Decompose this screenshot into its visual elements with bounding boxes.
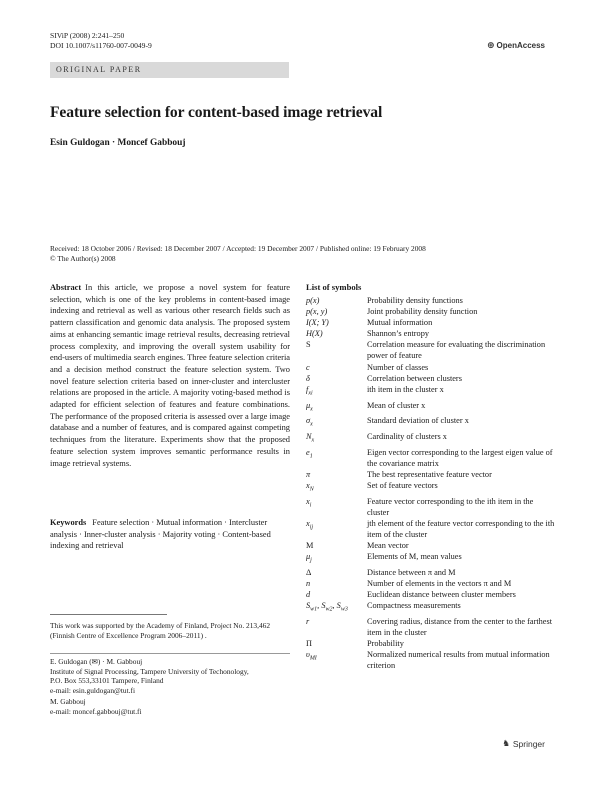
publication-dates [50, 244, 550, 264]
symbol-definition: The best representative feature vector [367, 469, 492, 479]
symbol-row [306, 567, 556, 578]
symbol-row [306, 373, 556, 384]
symbol-term: M [306, 541, 314, 551]
symbol-definition: Mean of cluster x [367, 400, 426, 410]
symbol-term: n [306, 579, 311, 589]
keywords-text: Feature selection · Mutual information · Intercluster analysis · Inner-cluster analysis · Majority voting · Content-based indexing and retrieval [50, 518, 271, 551]
symbol-definition: Elements of M, mean values [367, 552, 462, 562]
symbol-definition: Mean vector [367, 541, 409, 551]
symbol-term: δ [306, 373, 310, 383]
symbol-term: $x_N$ [306, 481, 314, 493]
symbol-row [306, 616, 556, 638]
symbol-term: H(X) [306, 329, 323, 339]
symbol-term: $\upsilon_{MI}$ [306, 650, 317, 662]
symbol-row [306, 540, 556, 551]
symbol-definition: Shannon’s entropy [367, 329, 429, 339]
doi-line: DOI 10.1007/s11760-007-0049-9 [50, 41, 152, 50]
symbol-definition: Set of feature vectors [367, 481, 438, 491]
journal-reference [50, 31, 152, 51]
symbol-term: Δ [306, 568, 312, 577]
symbol-definition: Standard deviation of cluster x [367, 416, 469, 426]
keywords [50, 517, 290, 552]
paper-title: Feature selection for content-based image retrieval [50, 104, 383, 121]
paper-type: ORIGINAL PAPER [56, 65, 142, 74]
symbol-term: $x_i$ [306, 496, 312, 509]
publisher-logo [502, 738, 545, 749]
affiliation-names: M. Gabbouj [50, 697, 86, 706]
symbol-definition: Normalized numerical results from mutual information criterion [367, 650, 550, 671]
symbol-term: $f_{xi}$ [306, 384, 313, 397]
symbol-row [306, 295, 556, 306]
symbol-definition: Number of classes [367, 362, 429, 372]
symbol-definition: Compactness measurements [367, 601, 461, 611]
footnote-rule [50, 614, 167, 615]
symbol-definition: Eigen vector corresponding to the largest eigen value of the covariance matrix [367, 447, 553, 468]
symbol-definition: Distance between π and M [367, 568, 456, 577]
affiliation-names: E. Guldogan (✉) · M. Gabbouj [50, 657, 143, 666]
symbol-definition: Correlation measure for evaluating the discrimination power of feature [367, 340, 546, 361]
open-access-logo [487, 40, 545, 51]
abstract [50, 282, 290, 469]
paper-type-bar [50, 62, 289, 78]
symbol-term: p(x, y) [306, 307, 328, 317]
symbol-term: $N_x$ [306, 432, 315, 444]
affiliation-rule [50, 653, 290, 654]
affiliation-email[interactable]: e-mail: moncef.gabbouj@tut.fi [50, 706, 142, 716]
symbol-row [306, 362, 556, 373]
symbol-row [306, 600, 556, 616]
symbol-definition: Euclidean distance between cluster members [367, 590, 516, 600]
symbols-list [306, 295, 556, 672]
symbol-term: r [306, 617, 310, 627]
symbol-definition: Probability [367, 639, 404, 649]
symbol-definition: Mutual information [367, 318, 433, 328]
symbol-row [306, 384, 556, 400]
symbol-term: S [306, 340, 311, 350]
symbol-row [306, 447, 556, 469]
symbol-row [306, 431, 556, 447]
open-access-label: OpenAccess [496, 41, 545, 50]
symbol-term: $x_{ij}$ [306, 518, 314, 531]
symbol-row [306, 415, 556, 431]
symbol-term: $S_{w1}$, $S_{w2}$, $S_{w3}$ [306, 601, 348, 613]
symbol-row [306, 400, 556, 416]
symbol-term: $\sigma_x$ [306, 416, 313, 428]
symbol-row [306, 649, 556, 671]
symbol-definition: Feature vector corresponding to the ith item in the cluster [367, 496, 534, 517]
symbol-term: d [306, 590, 311, 600]
symbol-definition: Joint probability density function [367, 307, 478, 317]
symbol-definition: Covering radius, distance from the center to the farthest item in the cluster [367, 617, 553, 638]
symbol-term: p(x) [306, 296, 320, 305]
open-access-icon: ⊕ [486, 40, 495, 50]
springer-horse-icon: ♞ [502, 738, 510, 748]
affiliation-institute: Institute of Signal Processing, Tampere University of Techonology, [50, 666, 249, 676]
symbol-row [306, 469, 556, 480]
affiliation-address: P.O. Box 553,33101 Tampere, Finland [50, 676, 164, 686]
symbol-definition: Correlation between clusters [367, 373, 462, 383]
symbol-definition: Probability density functions [367, 296, 463, 305]
symbols-heading: List of symbols [306, 282, 362, 292]
affiliation-email[interactable]: e-mail: esin.guldogan@tut.fi [50, 685, 136, 695]
journal-line: SIViP (2008) 2:241–250 [50, 31, 125, 40]
dates-line: Received: 18 October 2006 / Revised: 18 December 2007 / Accepted: 19 December 2007 / Published online: 19 February 2008 [50, 244, 426, 253]
symbol-term: $\mu_j$ [306, 552, 312, 564]
copyright-line: © The Author(s) 2008 [50, 254, 116, 263]
symbol-row [306, 496, 556, 518]
symbol-definition: ith item in the cluster x [367, 384, 444, 394]
symbol-row [306, 518, 556, 540]
symbol-definition: jth element of the feature vector corresponding to the ith item of the cluster [367, 518, 555, 540]
symbol-definition: Cardinality of clusters x [367, 432, 447, 441]
affiliation-first [50, 657, 290, 695]
symbol-row [306, 638, 556, 649]
symbol-row [306, 578, 556, 589]
symbol-row [306, 339, 556, 361]
abstract-label: Abstract [50, 283, 82, 292]
symbol-term: c [306, 362, 310, 372]
symbol-row [306, 317, 556, 328]
symbol-row [306, 551, 556, 567]
affiliation-second [50, 697, 290, 716]
symbol-term: π [306, 469, 311, 479]
author-list: Esin Guldogan · Moncef Gabbouj [50, 138, 186, 148]
abstract-text: In this article, we propose a novel system for feature selection, which is one of the key problems in content-based image indexing and retrieval as well as various other research fields such as pattern classification and genomic data analysis. The proposed system aims at enhancing semantic image retrieval results, decreasing retrieval process complexity, and improving the overall system usability for end-users of multimedia search engines. Three feature selection criteria and a decision method construct the feature selection system. Two novel feature selection criteria based on inner-cluster and intercluster relations are proposed in the article. A majority voting-based method is adapted for efficient selection of features and feature combinations. The performance of the proposed criteria is assessed over a large image database and a number of features, and is compared against competing techniques from the literature. Experiments show that the proposed feature selection system improves semantic performance results in image retrieval systems. [50, 283, 290, 468]
keywords-label: Keywords [50, 518, 87, 527]
symbol-row [306, 480, 556, 496]
symbol-definition: Number of elements in the vectors π and M [367, 579, 512, 589]
symbol-term: Π [306, 639, 312, 649]
symbol-term: I(X; Y) [306, 318, 329, 328]
symbol-term: $e_1$ [306, 447, 313, 460]
publisher-name: Springer [512, 738, 545, 749]
symbol-row [306, 589, 556, 600]
symbol-row [306, 306, 556, 317]
funding-note: This work was supported by the Academy of Finland, Project No. 213,462 (Finnish Centre of Excellence Program 2006–2011) . [50, 621, 271, 640]
symbol-term: $\mu_x$ [306, 400, 313, 413]
symbol-row [306, 328, 556, 339]
